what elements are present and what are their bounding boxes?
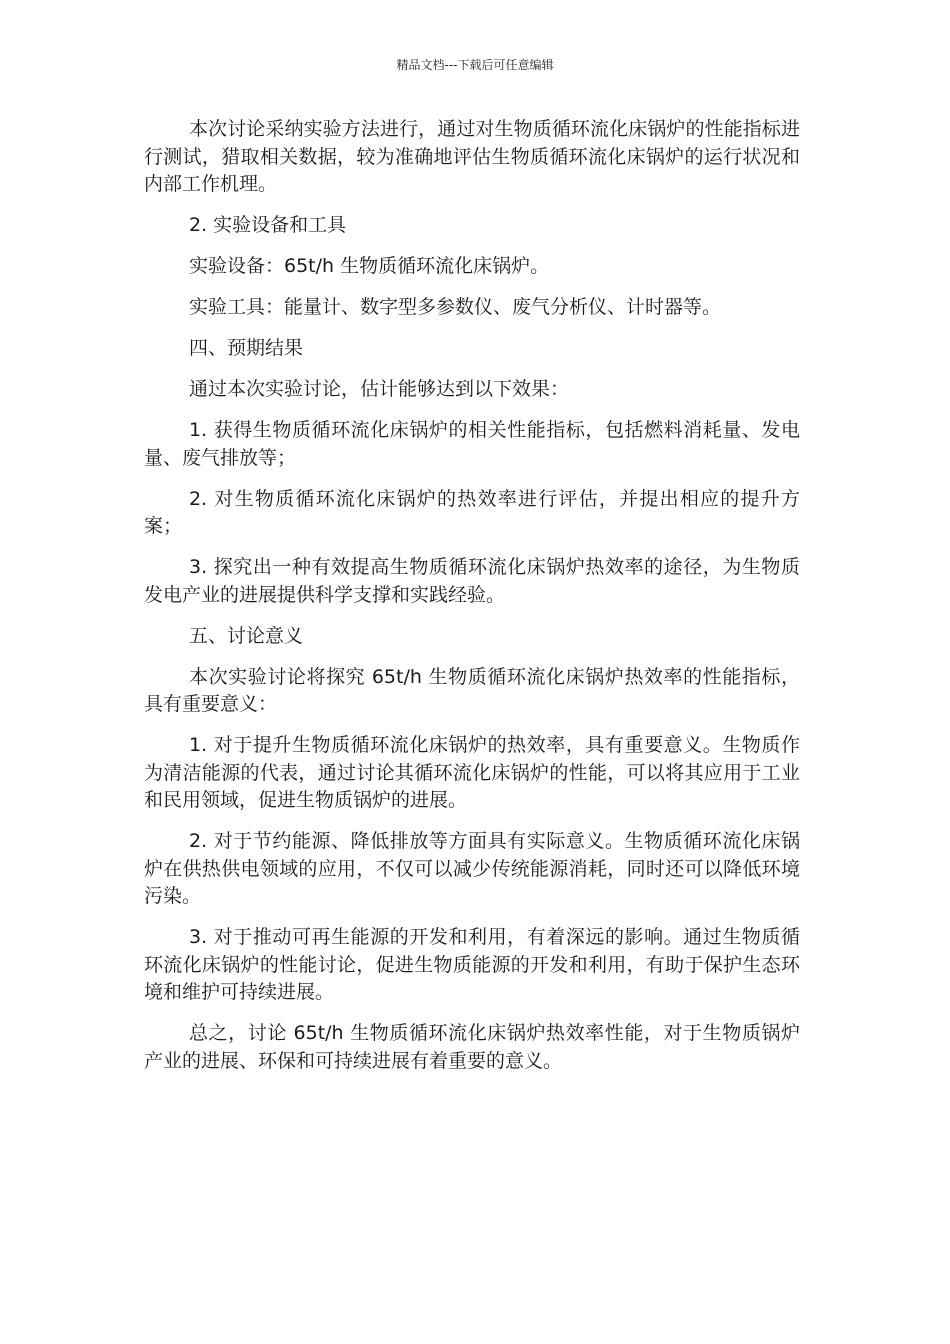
paragraph-significance-intro: 本次实验讨论将探究 65t/h 生物质循环流化床锅炉热效率的性能指标，具有重要意义：	[144, 665, 800, 715]
result-item-1: 1. 获得生物质循环流化床锅炉的相关性能指标，包括燃料消耗量、发电量、废气排放等；	[144, 419, 800, 469]
paragraph-intro: 本次讨论采纳实验方法进行，通过对生物质循环流化床锅炉的性能指标进行测试，猎取相关数据，较为准确地评估生物质循环流化床锅炉的运行状况和内部工作机理。	[144, 118, 800, 195]
paragraph-conclusion: 总之，讨论 65t/h 生物质循环流化床锅炉热效率性能，对于生物质锅炉产业的进展、环保和可持续进展有着重要的意义。	[144, 1022, 800, 1072]
result-item-2: 2. 对生物质循环流化床锅炉的热效率进行评估，并提出相应的提升方案；	[144, 487, 800, 537]
paragraph-results-intro: 通过本次实验讨论，估计能够达到以下效果：	[189, 378, 570, 400]
result-item-3: 3. 探究出一种有效提高生物质循环流化床锅炉热效率的途径，为生物质发电产业的进展提供科学支撑和实践经验。	[144, 556, 800, 606]
section-heading-equipment: 2. 实验设备和工具	[189, 214, 347, 236]
document-body	[144, 116, 800, 1089]
paragraph-tools: 实验工具：能量计、数字型多参数仪、废气分析仪、计时器等。	[189, 296, 722, 318]
significance-item-1: 1. 对于提升生物质循环流化床锅炉的热效率，具有重要意义。生物质作为清洁能源的代表，通过讨论其循环流化床锅炉的性能，可以将其应用于工业和民用领域，促进生物质锅炉的进展。	[144, 734, 800, 811]
significance-item-3: 3. 对于推动可再生能源的开发和利用，有着深远的影响。通过生物质循环流化床锅炉的性能讨论，促进生物质能源的开发和利用，有助于保护生态环境和维护可持续进展。	[144, 926, 800, 1003]
section-heading-expected-results: 四、预期结果	[189, 337, 304, 359]
section-heading-significance: 五、讨论意义	[189, 624, 304, 647]
paragraph-equipment: 实验设备：65t/h 生物质循环流化床锅炉。	[189, 255, 550, 277]
significance-item-2: 2. 对于节约能源、降低排放等方面具有实际意义。生物质循环流化床锅炉在供热供电领域的应用，不仅可以减少传统能源消耗，同时还可以降低环境污染。	[144, 830, 800, 907]
page-header: 精品文档---下载后可任意编辑	[396, 58, 554, 72]
